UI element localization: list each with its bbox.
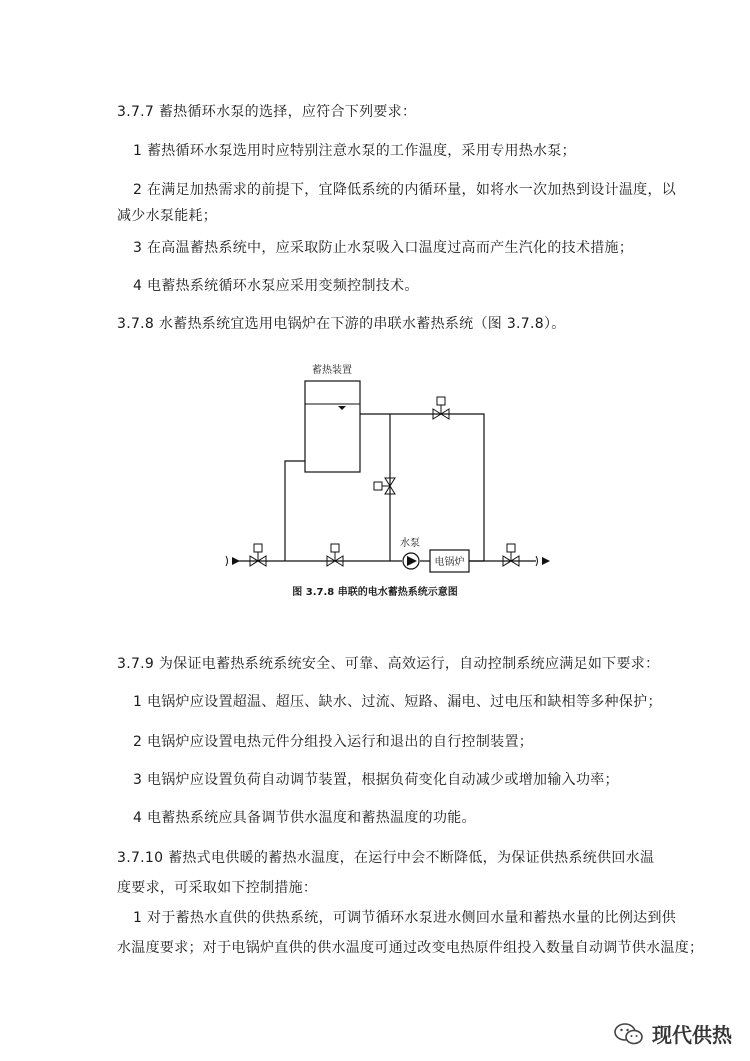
water-level-icon [338, 406, 346, 410]
boiler-label: 电锅炉 [434, 557, 465, 568]
control-item-3: 3 电锅炉应设置负荷自动调节装置，根据负荷变化自动减少或增加输入功率； [133, 772, 619, 788]
tank-return-pipe [285, 461, 305, 561]
item-3-prevent-vaporization: 3 在高温蓄热系统中，应采取防止水泵吸入口温度过高而产生汽化的技术措施； [133, 240, 634, 256]
valve-icon [503, 544, 519, 566]
section-3-7-10-continuation: 度要求，可采取如下控制措施： [117, 880, 318, 896]
top-bypass-pipe [360, 414, 484, 561]
item-2-continuation: 减少水泵能耗； [117, 208, 218, 224]
control-item-2: 2 电锅炉应设置电热元件分组投入运行和退出的自行控制装置； [133, 734, 534, 750]
watermark-text: 现代供热 [652, 1023, 732, 1047]
item-1-pump-selection: 1 蓄热循环水泵选用时应特别注意水泵的工作温度，采用专用热水泵； [133, 143, 576, 159]
storage-tank [305, 381, 360, 472]
control-item-1: 1 电锅炉应设置超温、超压、缺水、过流、短路、漏电、过电压和缺相等多种保护； [133, 694, 662, 710]
valve-icon [250, 544, 266, 566]
section-3-7-8-heading: 3.7.8 水蓄热系统宜选用电锅炉在下游的串联水蓄热系统（图 3.7.8）。 [117, 316, 566, 332]
wechat-icon [614, 1023, 644, 1045]
item-4-variable-frequency: 4 电蓄热系统循环水泵应采用变频控制技术。 [133, 278, 419, 294]
control-item-4: 4 电蓄热系统应具备调节供水温度和蓄热温度的功能。 [133, 810, 476, 826]
measure-item-1: 1 对于蓄热水直供的供热系统，可调节循环水泵进水侧回水量和蓄热水量的比例达到供 [133, 910, 677, 926]
pump-label: 水泵 [400, 538, 420, 549]
section-3-7-9-heading: 3.7.9 为保证电蓄热系统系统安全、可靠、高效运行，自动控制系统应满足如下要求： [117, 656, 660, 672]
storage-label: 蓄热装置 [312, 365, 352, 376]
watermark [614, 1019, 732, 1048]
outlet-break-icon [536, 556, 538, 566]
valve-icon [327, 544, 343, 566]
outlet-arrow-icon [542, 557, 550, 565]
valve-icon [374, 478, 395, 494]
section-3-7-7-heading: 3.7.7 蓄热循环水泵的选择，应符合下列要求： [117, 104, 417, 120]
series-storage-diagram [0, 350, 750, 620]
item-2-reduce-circulation: 2 在满足加热需求的前提下，宜降低系统的内循环量，如将水一次加热到设计温度，以 [133, 182, 677, 198]
section-3-7-10-heading: 3.7.10 蓄热式电供暖的蓄热水温度，在运行中会不断降低，为保证供热系统供回水温 [117, 850, 655, 866]
inlet-break-icon [226, 556, 228, 566]
figure-caption: 图 3.7.8 串联的电水蓄热系统示意图 [292, 587, 458, 598]
inlet-arrow-icon [232, 557, 240, 565]
valve-icon [433, 397, 449, 419]
measure-item-1-continuation: 水温度要求；对于电锅炉直供的供水温度可通过改变电热原件组投入数量自动调节供水温度； [117, 940, 704, 956]
